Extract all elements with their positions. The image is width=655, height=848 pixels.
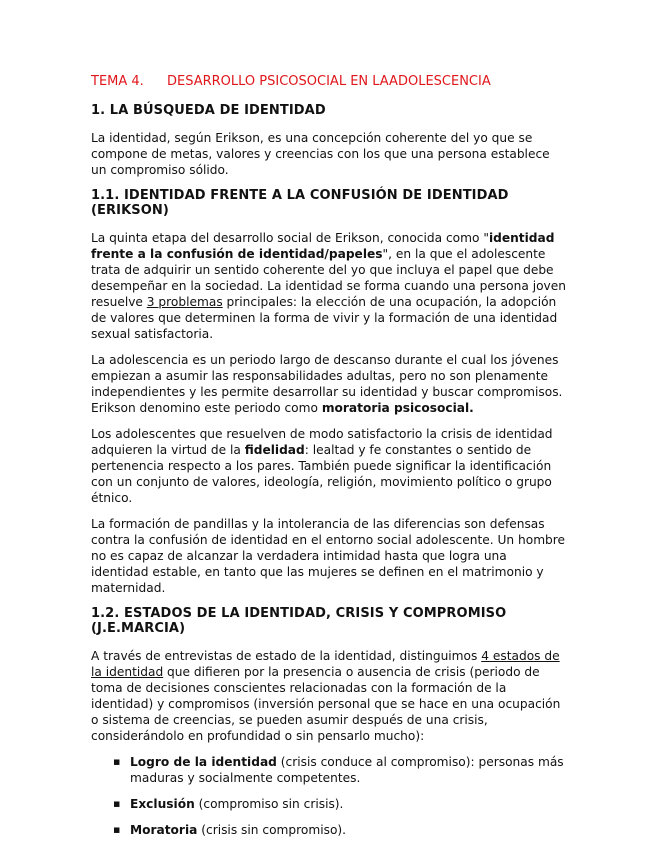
- document-title: [91, 74, 566, 89]
- item-text: (compromiso sin crisis).: [194, 797, 344, 811]
- item-text: (crisis sin compromiso).: [197, 823, 347, 837]
- bold-term: moratoria psicosocial.: [321, 401, 474, 415]
- bullet-icon: ▪: [113, 755, 121, 768]
- item-term: Logro de la identidad: [130, 755, 277, 769]
- text-run: ", en la que el adolescente trata de adquirir un sentido coherente del yo que incluya el papel que debe desempeñar en la sociedad. La identidad se forma cuando una persona joven resuelve: [91, 247, 566, 309]
- title-text: DESARROLLO PSICOSOCIAL EN LAADOLESCENCIA: [167, 74, 491, 89]
- identity-states-list: [91, 754, 566, 838]
- item-text: (crisis conduce al compromiso): personas más maduras y socialmente competentes.: [130, 755, 564, 785]
- text-run: que difieren por la presencia o ausencia de crisis (periodo de toma de decisiones conscientes relacionadas con la formación de la identidad) y compromisos (inversión personal que se hace en una ocupación o sistema de creencias, se pueden asumir después de una crisis, considerándolo en profundidad o sin pensarlo mucho):: [91, 665, 561, 743]
- list-item: [91, 822, 566, 838]
- item-term: Exclusión: [130, 797, 195, 811]
- bold-term: identidad frente a la confusión de identidad/papeles: [91, 231, 555, 261]
- section-1-1-paragraph-1: [91, 230, 566, 342]
- section-1-1-paragraph-2: [91, 352, 566, 416]
- list-item: [91, 754, 566, 786]
- section-1-paragraph: La identidad, según Erikson, es una concepción coherente del yo que se compone de metas, valores y creencias con los que una persona establece un compromiso sólido.: [91, 131, 550, 177]
- text-run: : lealtad y fe constantes o sentido de pertenencia respecto a los pares. También puede significar la identificación con un conjunto de valores, ideología, religión, movimiento político o grupo étnico.: [91, 443, 552, 505]
- section-1-1-heading: 1.1. IDENTIDAD FRENTE A LA CONFUSIÓN DE IDENTIDAD (ERIKSON): [91, 188, 509, 218]
- underlined-term: 4 estados de la identidad: [91, 649, 560, 679]
- document-body: [91, 74, 566, 848]
- section-1-heading: 1. LA BÚSQUEDA DE IDENTIDAD: [91, 103, 326, 118]
- title-number: TEMA 4.: [91, 74, 144, 89]
- text-run: La quinta etapa del desarrollo social de Erikson, conocida como ": [91, 231, 489, 245]
- text-run: La adolescencia es un periodo largo de descanso durante el cual los jóvenes empiezan a asumir las responsabilidades adultas, pero no son plenamente independientes y les permite desarrollar su identidad y buscar compromisos. Erikson denomino este periodo como: [91, 353, 563, 415]
- section-1-1-paragraph-4: La formación de pandillas y la intolerancia de las diferencias son defensas contra la confusión de identidad en el entorno social adolescente. Un hombre no es capaz de alcanzar la verdadera intimidad hasta que logra una identidad estable, en tanto que las mujeres se definen en el matrimonio y maternidad.: [91, 517, 566, 595]
- section-1-2-heading: 1.2. ESTADOS DE LA IDENTIDAD, CRISIS Y COMPROMISO (J.E.MARCIA): [91, 606, 507, 636]
- text-run: principales: la elección de una ocupación, la adopción de valores que determinen la forma de vivir y la formación de una identidad sexual satisfactoria.: [91, 295, 558, 341]
- section-1-1-paragraph-3: [91, 426, 566, 506]
- list-item: [91, 796, 566, 812]
- bullet-icon: ▪: [113, 823, 121, 836]
- text-run: Los adolescentes que resuelven de modo satisfactorio la crisis de identidad adquieren la virtud de la: [91, 427, 553, 457]
- text-run: A través de entrevistas de estado de la identidad, distinguimos: [91, 649, 482, 663]
- item-term: Moratoria: [130, 823, 198, 837]
- bold-term: fidelidad: [244, 443, 305, 457]
- bullet-icon: ▪: [113, 797, 121, 810]
- section-1-2-paragraph: [91, 648, 566, 744]
- underlined-term: 3 problemas: [146, 295, 223, 309]
